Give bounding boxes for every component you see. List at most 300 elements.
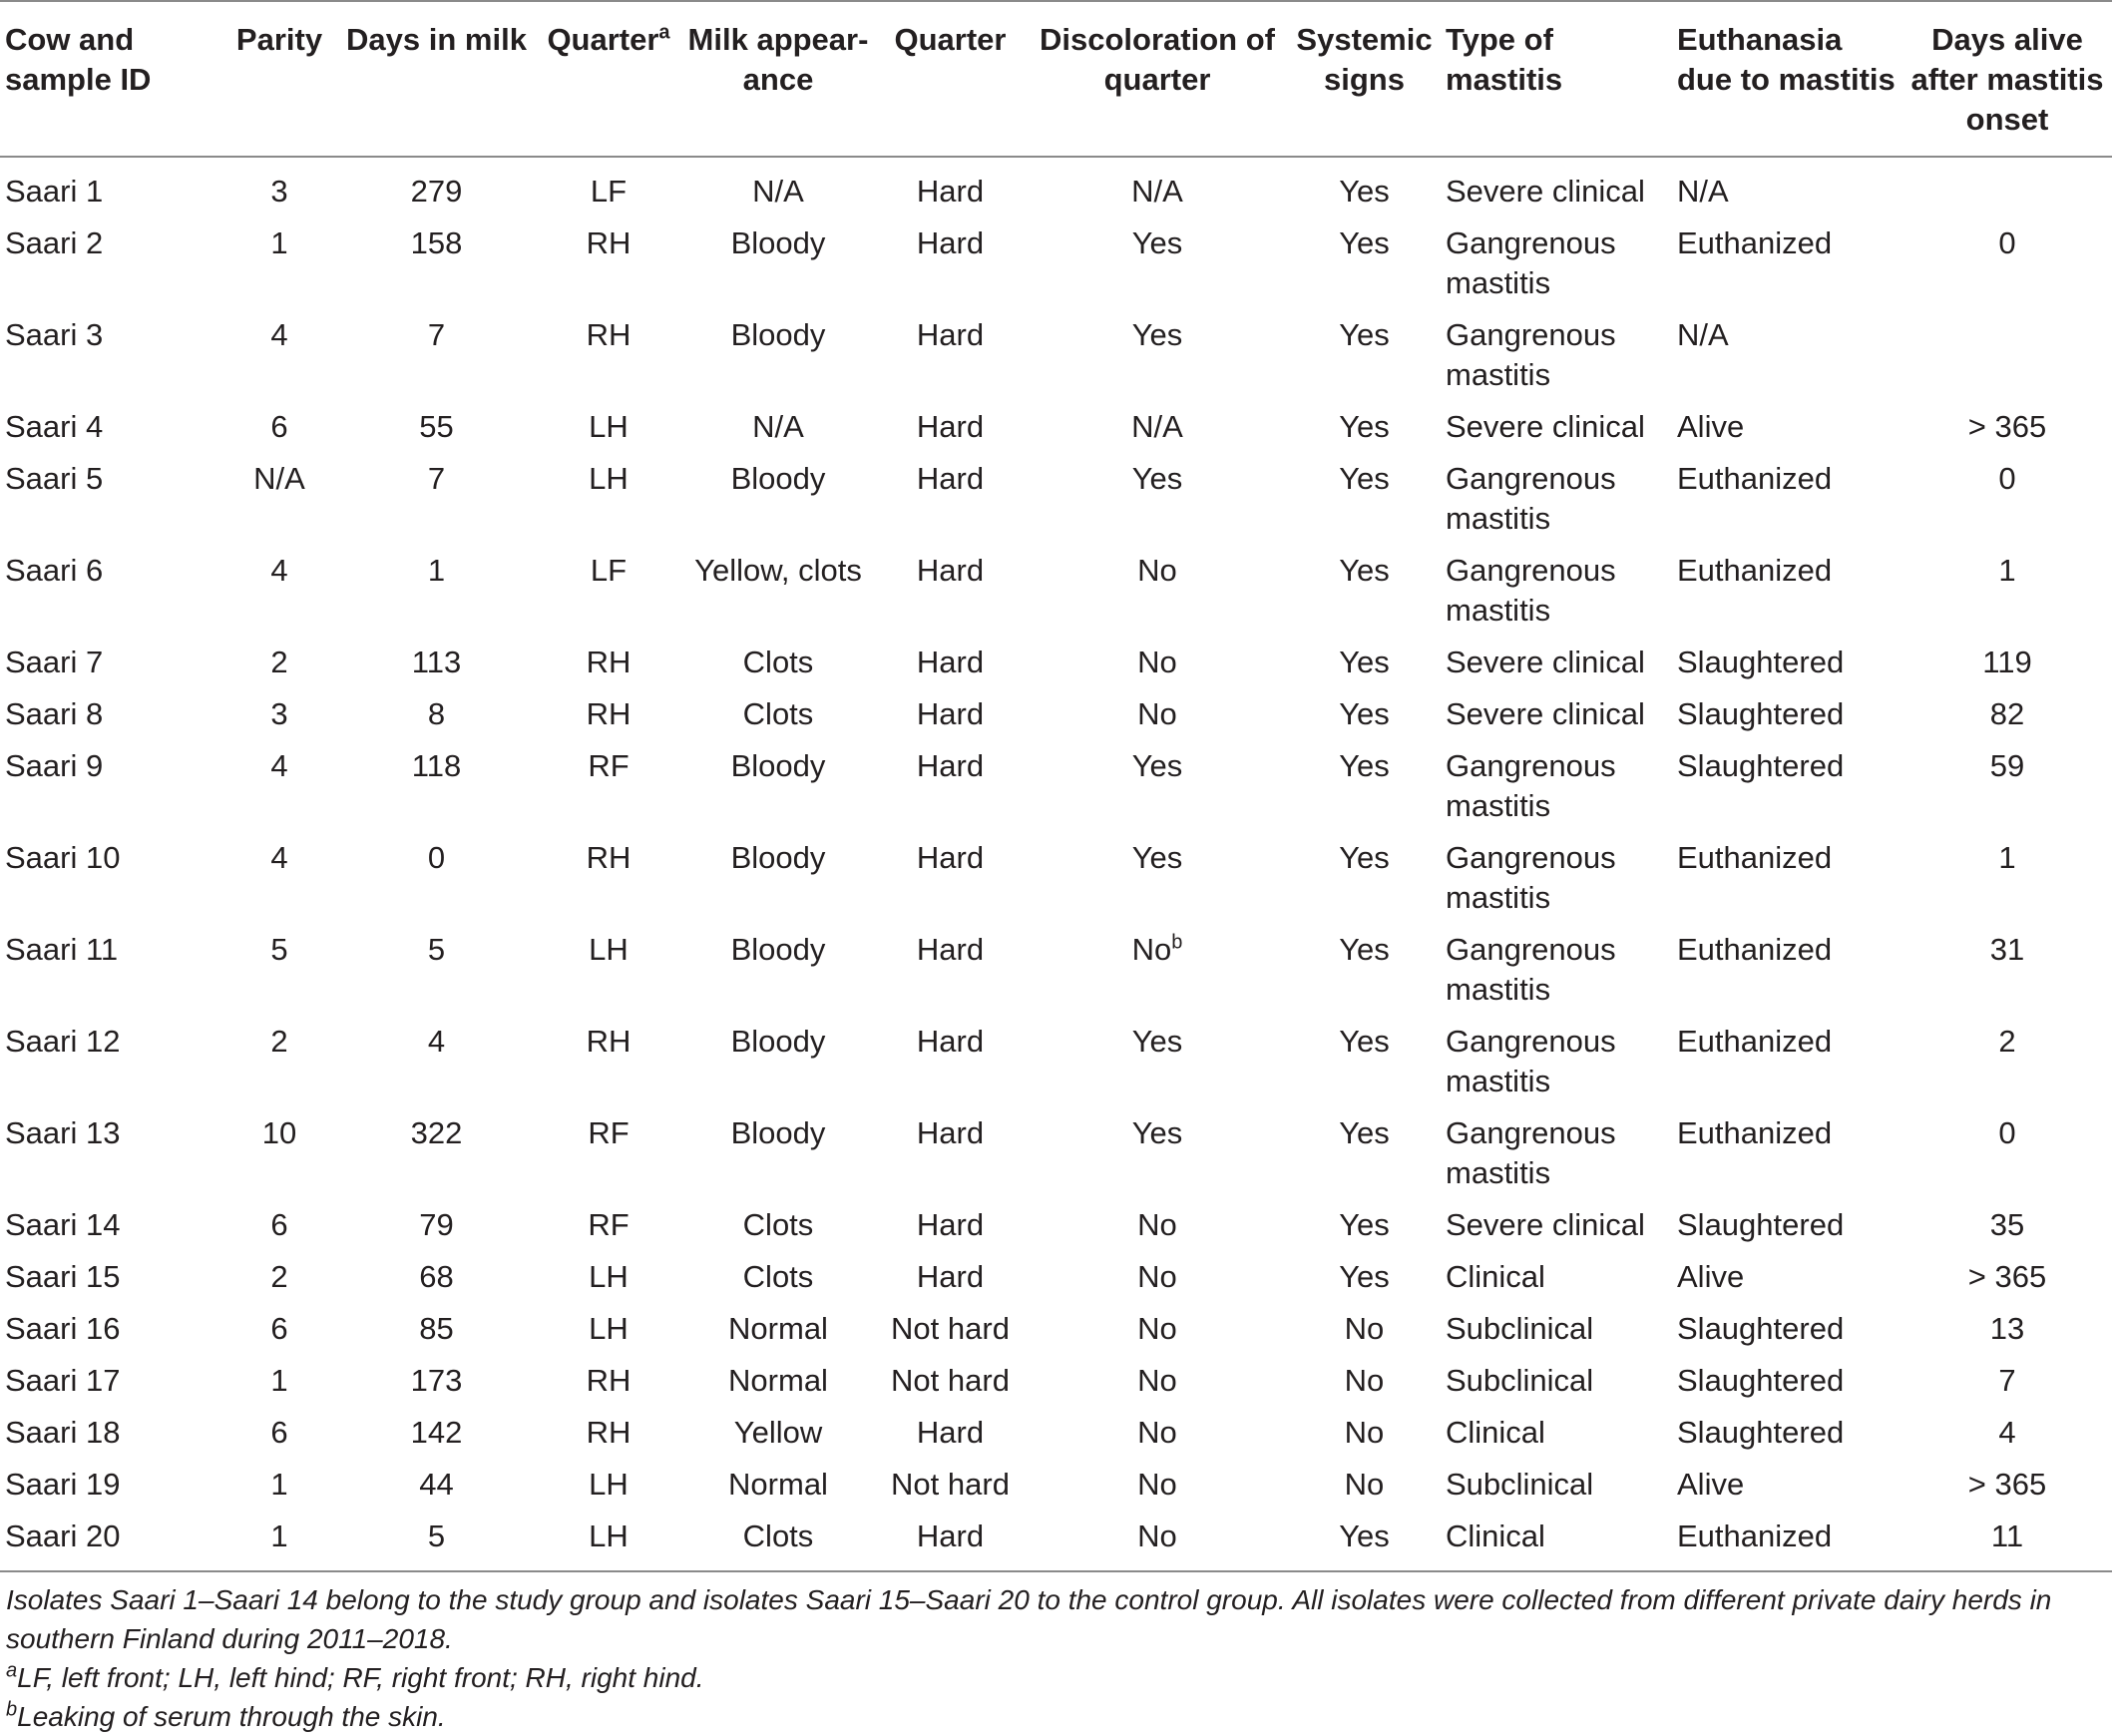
cell-euthanasia [1673, 1460, 1902, 1512]
cell-type-of-mastitis-text: Gangrenous mastitis [1446, 1024, 1616, 1098]
cell-days-alive [1902, 546, 2112, 638]
cell-discoloration-text: No [1137, 645, 1177, 679]
cell-parity-text: 2 [270, 1024, 288, 1059]
cell-hardness-text: Hard [916, 1519, 985, 1553]
cell-cow-id-text: Saari 12 [5, 1024, 121, 1059]
cell-euthanasia [1673, 1304, 1902, 1356]
table-row [0, 1356, 2112, 1408]
cell-euthanasia [1673, 546, 1902, 638]
cell-euthanasia-text: Slaughtered [1677, 748, 1845, 783]
cell-days-in-milk [339, 741, 534, 833]
cell-cow-id [0, 638, 219, 689]
cell-euthanasia [1673, 1356, 1902, 1408]
cell-milk-appearance [683, 402, 873, 454]
header-cow-id: Cow and sample ID [5, 22, 152, 97]
cell-euthanasia [1673, 925, 1902, 1017]
cell-parity [219, 638, 339, 689]
cell-parity [219, 1408, 339, 1460]
cell-days-in-milk-text: 79 [419, 1207, 454, 1242]
cell-hardness [873, 689, 1028, 741]
table-header [0, 1, 2112, 157]
cell-milk-appearance-text: Bloody [730, 840, 826, 875]
cell-parity [219, 1200, 339, 1252]
cell-quarter [534, 218, 683, 310]
cell-quarter-text: RH [586, 225, 632, 260]
cell-parity-text: 2 [270, 1259, 288, 1294]
cell-discoloration-text: Yes [1131, 748, 1183, 783]
cell-milk-appearance-text: Yellow, clots [694, 553, 862, 588]
cell-milk-appearance-text: Bloody [730, 1024, 826, 1059]
cell-quarter-text: RF [588, 748, 630, 783]
cell-days-in-milk [339, 689, 534, 741]
cell-cow-id [0, 1460, 219, 1512]
cell-days-in-milk [339, 1460, 534, 1512]
cell-type-of-mastitis [1442, 1200, 1673, 1252]
cell-cow-id [0, 1108, 219, 1200]
cell-days-alive-text: 13 [1989, 1311, 2025, 1346]
cell-hardness-text: Hard [916, 1207, 985, 1242]
cell-discoloration-text: Yes [1131, 225, 1183, 260]
table-row [0, 218, 2112, 310]
cell-quarter-text: RF [588, 1115, 630, 1150]
cell-type-of-mastitis-text: Subclinical [1446, 1363, 1594, 1398]
cell-euthanasia-text: Slaughtered [1677, 1311, 1845, 1346]
cell-days-alive-text: 4 [1998, 1415, 2016, 1450]
cell-days-alive [1902, 1108, 2112, 1200]
cell-days-alive-text: 2 [1998, 1024, 2016, 1059]
cell-hardness-text: Hard [916, 225, 985, 260]
cell-hardness [873, 1108, 1028, 1200]
cell-discoloration-text: No [1137, 1259, 1177, 1294]
cell-systemic-signs-text: Yes [1339, 317, 1390, 352]
cell-type-of-mastitis [1442, 1356, 1673, 1408]
cell-parity-text: 3 [270, 174, 288, 209]
cell-type-of-mastitis-text: Gangrenous mastitis [1446, 317, 1616, 392]
cell-days-in-milk [339, 1512, 534, 1571]
cell-parity-text: 1 [270, 225, 288, 260]
cell-euthanasia [1673, 1408, 1902, 1460]
cell-discoloration [1028, 218, 1287, 310]
cell-days-in-milk-text: 7 [427, 317, 446, 352]
table-row [0, 1512, 2112, 1571]
cell-parity [219, 1108, 339, 1200]
cell-cow-id-text: Saari 18 [5, 1415, 121, 1450]
cell-milk-appearance-text: Bloody [730, 317, 826, 352]
table-row [0, 310, 2112, 402]
cell-systemic-signs-text: Yes [1339, 840, 1390, 875]
cell-cow-id [0, 1304, 219, 1356]
cell-euthanasia-text: Slaughtered [1677, 696, 1845, 731]
cell-cow-id-text: Saari 2 [5, 225, 104, 260]
cell-milk-appearance-text: Normal [728, 1311, 828, 1346]
cell-systemic-signs [1287, 310, 1442, 402]
cell-euthanasia [1673, 454, 1902, 546]
cell-systemic-signs-text: Yes [1339, 461, 1390, 496]
cell-discoloration [1028, 1356, 1287, 1408]
cell-cow-id [0, 1017, 219, 1108]
cell-euthanasia-text: N/A [1677, 317, 1729, 352]
cell-hardness [873, 638, 1028, 689]
cell-systemic-signs [1287, 1017, 1442, 1108]
cell-euthanasia-text: Alive [1677, 1259, 1745, 1294]
cell-discoloration [1028, 157, 1287, 218]
cell-cow-id-text: Saari 5 [5, 461, 104, 496]
cell-milk-appearance [683, 1356, 873, 1408]
cell-cow-id [0, 402, 219, 454]
cell-days-alive-text: 82 [1989, 696, 2025, 731]
cell-euthanasia-text: Euthanized [1677, 461, 1833, 496]
cell-systemic-signs-text: Yes [1339, 174, 1390, 209]
cell-systemic-signs [1287, 546, 1442, 638]
table-row [0, 546, 2112, 638]
cell-hardness [873, 1252, 1028, 1304]
cell-parity [219, 689, 339, 741]
cell-hardness-text: Not hard [891, 1311, 1010, 1346]
cell-type-of-mastitis-text: Gangrenous mastitis [1446, 932, 1616, 1007]
cell-euthanasia-text: Euthanized [1677, 1519, 1833, 1553]
cell-days-in-milk [339, 454, 534, 546]
header-milk-appearance: Milk appear-ance [687, 22, 869, 97]
cell-milk-appearance [683, 1200, 873, 1252]
cell-parity-text: 4 [270, 748, 288, 783]
cell-parity-text: 1 [270, 1363, 288, 1398]
cell-days-in-milk-text: 7 [427, 461, 446, 496]
table-row [0, 1200, 2112, 1252]
cell-days-in-milk-text: 44 [419, 1467, 454, 1502]
cell-days-alive-text: > 365 [1967, 1467, 2047, 1502]
cell-systemic-signs [1287, 1304, 1442, 1356]
cell-days-in-milk [339, 1408, 534, 1460]
cell-quarter-text: RH [586, 1024, 632, 1059]
cell-quarter-text: RF [588, 1207, 630, 1242]
cell-type-of-mastitis [1442, 1252, 1673, 1304]
cell-cow-id [0, 1512, 219, 1571]
cell-hardness [873, 546, 1028, 638]
cell-days-in-milk [339, 1356, 534, 1408]
cell-systemic-signs-text: Yes [1339, 1519, 1390, 1553]
cell-cow-id [0, 310, 219, 402]
cell-parity [219, 1356, 339, 1408]
cell-quarter-text: RH [586, 317, 632, 352]
cell-type-of-mastitis-text: Gangrenous mastitis [1446, 461, 1616, 536]
cell-systemic-signs-text: Yes [1339, 932, 1390, 967]
cell-discoloration [1028, 833, 1287, 925]
cell-hardness-text: Hard [916, 748, 985, 783]
cell-hardness [873, 157, 1028, 218]
table-row [0, 925, 2112, 1017]
cell-parity [219, 833, 339, 925]
cell-parity-text: 6 [270, 1415, 288, 1450]
cell-systemic-signs-text: Yes [1339, 553, 1390, 588]
cell-type-of-mastitis-text: Severe clinical [1446, 645, 1645, 679]
cell-parity-text: 1 [270, 1467, 288, 1502]
cell-hardness [873, 310, 1028, 402]
cell-days-alive-text: 35 [1989, 1207, 2025, 1242]
cell-parity-text: N/A [253, 461, 305, 496]
cell-days-alive-text: 7 [1998, 1363, 2016, 1398]
cell-euthanasia [1673, 741, 1902, 833]
cell-days-in-milk [339, 1108, 534, 1200]
cell-cow-id [0, 1356, 219, 1408]
cell-cow-id-text: Saari 6 [5, 553, 104, 588]
cell-euthanasia [1673, 1512, 1902, 1571]
cell-systemic-signs [1287, 638, 1442, 689]
cell-euthanasia [1673, 157, 1902, 218]
cell-type-of-mastitis [1442, 1304, 1673, 1356]
cell-quarter [534, 689, 683, 741]
cell-days-in-milk [339, 638, 534, 689]
cell-parity [219, 1017, 339, 1108]
cell-discoloration [1028, 741, 1287, 833]
cell-type-of-mastitis [1442, 638, 1673, 689]
cell-days-alive-text: 1 [1998, 553, 2016, 588]
cell-days-alive-text: 0 [1998, 461, 2016, 496]
cell-type-of-mastitis [1442, 833, 1673, 925]
cell-parity [219, 1304, 339, 1356]
cell-quarter [534, 925, 683, 1017]
cell-type-of-mastitis-text: Gangrenous mastitis [1446, 553, 1616, 628]
cell-systemic-signs-text: Yes [1339, 1024, 1390, 1059]
cell-discoloration [1028, 1304, 1287, 1356]
cell-euthanasia-text: N/A [1677, 174, 1729, 209]
cell-days-alive [1902, 741, 2112, 833]
cell-cow-id-text: Saari 3 [5, 317, 104, 352]
cell-days-alive [1902, 1408, 2112, 1460]
cell-milk-appearance-text: N/A [752, 409, 804, 444]
table-row [0, 638, 2112, 689]
table-row [0, 402, 2112, 454]
cell-systemic-signs-text: Yes [1339, 409, 1390, 444]
cell-quarter-text: LH [589, 1259, 629, 1294]
cell-parity-text: 6 [270, 409, 288, 444]
cell-cow-id-text: Saari 11 [5, 932, 119, 967]
cell-hardness-text: Hard [916, 840, 985, 875]
cell-quarter [534, 1460, 683, 1512]
cell-quarter-text: RH [586, 645, 632, 679]
cell-euthanasia-text: Euthanized [1677, 1115, 1833, 1150]
footnote-mark-b: b [1171, 931, 1183, 954]
cell-systemic-signs-text: Yes [1339, 748, 1390, 783]
cell-parity [219, 1252, 339, 1304]
header-quarter-location [534, 1, 683, 157]
cell-hardness-text: Hard [916, 553, 985, 588]
cell-type-of-mastitis-text: Severe clinical [1446, 174, 1645, 209]
table-row [0, 454, 2112, 546]
cell-quarter-text: LF [590, 553, 628, 588]
cell-cow-id [0, 546, 219, 638]
cell-euthanasia-text: Alive [1677, 409, 1745, 444]
cell-milk-appearance-text: Normal [728, 1467, 828, 1502]
cell-cow-id [0, 741, 219, 833]
cell-cow-id-text: Saari 19 [5, 1467, 121, 1502]
cell-milk-appearance [683, 925, 873, 1017]
cell-parity-text: 1 [270, 1519, 288, 1553]
cell-milk-appearance-text: Bloody [730, 1115, 826, 1150]
cell-cow-id [0, 157, 219, 218]
table-row [0, 689, 2112, 741]
header-days-in-milk: Days in milk [346, 22, 527, 57]
cell-discoloration [1028, 454, 1287, 546]
cell-type-of-mastitis-text: Gangrenous mastitis [1446, 840, 1616, 915]
table-row [0, 1252, 2112, 1304]
cell-days-in-milk [339, 1017, 534, 1108]
cell-cow-id-text: Saari 16 [5, 1311, 121, 1346]
cell-milk-appearance-text: Bloody [730, 225, 826, 260]
cell-milk-appearance [683, 1408, 873, 1460]
cell-days-in-milk-text: 68 [419, 1259, 454, 1294]
table-row [0, 1304, 2112, 1356]
cell-discoloration-text: Yes [1131, 840, 1183, 875]
cell-milk-appearance-text: Clots [742, 696, 814, 731]
header-systemic-signs: Systemic signs [1296, 22, 1433, 97]
cell-type-of-mastitis-text: Subclinical [1446, 1311, 1594, 1346]
cell-hardness-text: Hard [916, 696, 985, 731]
cell-days-alive-text: 59 [1989, 748, 2025, 783]
cell-cow-id [0, 218, 219, 310]
cell-discoloration [1028, 1200, 1287, 1252]
table-row [0, 1460, 2112, 1512]
cell-type-of-mastitis [1442, 1408, 1673, 1460]
cell-quarter [534, 1408, 683, 1460]
cell-euthanasia [1673, 833, 1902, 925]
cell-discoloration [1028, 689, 1287, 741]
cell-hardness [873, 925, 1028, 1017]
cell-type-of-mastitis-text: Severe clinical [1446, 1207, 1645, 1242]
cell-days-alive [1902, 157, 2112, 218]
cell-type-of-mastitis-text: Gangrenous mastitis [1446, 1115, 1616, 1190]
cell-quarter [534, 741, 683, 833]
cell-euthanasia-text: Slaughtered [1677, 1363, 1845, 1398]
header-discoloration: Discoloration of quarter [1040, 22, 1275, 97]
cell-quarter [534, 833, 683, 925]
cell-parity-text: 4 [270, 840, 288, 875]
cell-quarter-text: LH [589, 932, 629, 967]
cell-discoloration [1028, 1460, 1287, 1512]
cell-hardness [873, 402, 1028, 454]
cell-hardness-text: Not hard [891, 1363, 1010, 1398]
cell-days-alive [1902, 1460, 2112, 1512]
cell-hardness-text: Hard [916, 317, 985, 352]
cell-hardness-text: Hard [916, 1415, 985, 1450]
cell-euthanasia [1673, 1200, 1902, 1252]
cell-days-in-milk-text: 118 [411, 748, 462, 783]
footnote-a [6, 1658, 2106, 1697]
table-row [0, 833, 2112, 925]
cell-milk-appearance-text: Normal [728, 1363, 828, 1398]
cell-days-alive-text: > 365 [1967, 1259, 2047, 1294]
cell-days-alive [1902, 689, 2112, 741]
cell-systemic-signs [1287, 925, 1442, 1017]
cell-cow-id-text: Saari 15 [5, 1259, 121, 1294]
cell-parity-text: 2 [270, 645, 288, 679]
cell-type-of-mastitis [1442, 218, 1673, 310]
cell-systemic-signs [1287, 454, 1442, 546]
cell-quarter-text: LH [589, 461, 629, 496]
cell-parity [219, 454, 339, 546]
cell-days-in-milk [339, 546, 534, 638]
cell-discoloration-text: Yes [1131, 317, 1183, 352]
cell-euthanasia [1673, 402, 1902, 454]
cell-euthanasia [1673, 1108, 1902, 1200]
cell-hardness [873, 1200, 1028, 1252]
cell-euthanasia-text: Euthanized [1677, 553, 1833, 588]
cell-systemic-signs [1287, 1460, 1442, 1512]
cell-systemic-signs [1287, 1252, 1442, 1304]
cell-days-alive [1902, 925, 2112, 1017]
cell-days-in-milk-text: 158 [410, 225, 463, 260]
cell-quarter [534, 638, 683, 689]
cell-systemic-signs-text: Yes [1339, 696, 1390, 731]
cell-discoloration-text: No [1137, 1363, 1177, 1398]
cell-systemic-signs-text: No [1344, 1415, 1385, 1450]
cell-hardness [873, 1460, 1028, 1512]
cell-discoloration [1028, 402, 1287, 454]
cell-days-alive [1902, 1252, 2112, 1304]
cell-parity [219, 546, 339, 638]
cell-systemic-signs [1287, 1356, 1442, 1408]
cell-parity-text: 4 [270, 317, 288, 352]
cell-discoloration-text: No [1137, 1519, 1177, 1553]
cell-discoloration-text: No [1137, 1415, 1177, 1450]
cell-days-in-milk-text: 85 [419, 1311, 454, 1346]
cell-systemic-signs [1287, 1408, 1442, 1460]
cell-quarter [534, 1304, 683, 1356]
cell-days-alive-text: 119 [1982, 645, 2032, 679]
cell-milk-appearance [683, 157, 873, 218]
cell-milk-appearance [683, 689, 873, 741]
cell-systemic-signs-text: Yes [1339, 1259, 1390, 1294]
cell-days-in-milk-text: 5 [427, 1519, 446, 1553]
cell-systemic-signs [1287, 689, 1442, 741]
cell-milk-appearance [683, 454, 873, 546]
footnote-mark-a: a [658, 21, 670, 44]
cell-days-alive [1902, 402, 2112, 454]
cell-euthanasia-text: Alive [1677, 1467, 1745, 1502]
cell-type-of-mastitis-text: Clinical [1446, 1415, 1545, 1450]
cell-milk-appearance [683, 1252, 873, 1304]
cell-hardness [873, 454, 1028, 546]
cell-hardness [873, 1017, 1028, 1108]
cell-days-alive-text: 11 [1990, 1519, 2024, 1553]
cell-hardness [873, 833, 1028, 925]
header-row [0, 1, 2112, 157]
cell-quarter [534, 1512, 683, 1571]
cell-parity [219, 157, 339, 218]
cell-hardness-text: Hard [916, 1115, 985, 1150]
cell-days-alive-text: 1 [1998, 840, 2016, 875]
cell-systemic-signs [1287, 1512, 1442, 1571]
cell-cow-id-text: Saari 14 [5, 1207, 121, 1242]
cell-cow-id [0, 833, 219, 925]
cell-discoloration [1028, 1512, 1287, 1571]
cell-cow-id [0, 925, 219, 1017]
cell-quarter [534, 1200, 683, 1252]
cell-milk-appearance-text: Bloody [730, 748, 826, 783]
table-body [0, 157, 2112, 1571]
cell-quarter-text: LH [589, 409, 629, 444]
cell-days-in-milk [339, 157, 534, 218]
cell-days-alive [1902, 1356, 2112, 1408]
header-quarter-label: Quarter [547, 22, 659, 57]
cell-milk-appearance [683, 1460, 873, 1512]
cell-cow-id [0, 1200, 219, 1252]
cell-days-in-milk-text: 173 [410, 1363, 463, 1398]
cell-days-alive-text: > 365 [1967, 409, 2047, 444]
header-type-of-mastitis: Type of mastitis [1446, 22, 1563, 97]
cell-days-alive [1902, 454, 2112, 546]
cell-milk-appearance [683, 1108, 873, 1200]
cell-quarter [534, 1108, 683, 1200]
